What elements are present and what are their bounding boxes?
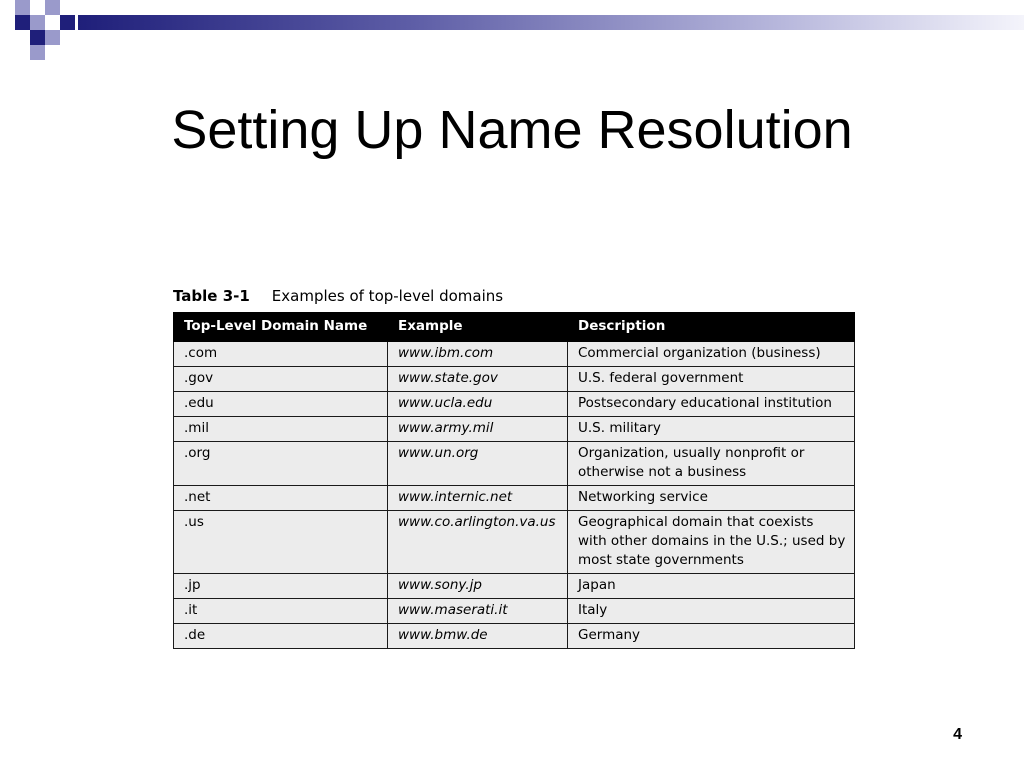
table-row [174, 367, 855, 392]
deco-square [45, 0, 60, 15]
tld-cell: .de [174, 624, 388, 649]
deco-square [30, 45, 45, 60]
column-header-example: Example [388, 313, 568, 342]
tld-cell: .org [174, 442, 388, 486]
deco-square [30, 30, 45, 45]
example-cell: www.internic.net [388, 486, 568, 511]
table-row [174, 486, 855, 511]
example-cell: www.maserati.it [388, 599, 568, 624]
example-cell: www.un.org [388, 442, 568, 486]
header-decoration [0, 0, 1024, 70]
example-cell: www.sony.jp [388, 574, 568, 599]
description-cell: Italy [568, 599, 855, 624]
description-cell: Commercial organization (business) [568, 342, 855, 367]
deco-square [30, 15, 45, 30]
example-cell: www.army.mil [388, 417, 568, 442]
column-header-tld: Top-Level Domain Name [174, 313, 388, 342]
example-cell: www.state.gov [388, 367, 568, 392]
top-level-domains-table [173, 312, 855, 649]
example-cell: www.co.arlington.va.us [388, 511, 568, 574]
deco-square [0, 0, 15, 15]
table-row [174, 392, 855, 417]
tld-cell: .mil [174, 417, 388, 442]
tld-cell: .gov [174, 367, 388, 392]
deco-square [15, 30, 30, 45]
description-cell: Japan [568, 574, 855, 599]
table-caption-text: Examples of top-level domains [271, 287, 504, 305]
deco-square [30, 0, 45, 15]
example-cell: www.ibm.com [388, 342, 568, 367]
tld-cell: .it [174, 599, 388, 624]
tld-cell: .edu [174, 392, 388, 417]
example-cell: www.bmw.de [388, 624, 568, 649]
deco-square [60, 0, 75, 15]
slide-title: Setting Up Name Resolution [171, 100, 853, 160]
column-header-description: Description [568, 313, 855, 342]
example-cell: www.ucla.edu [388, 392, 568, 417]
tld-cell: .jp [174, 574, 388, 599]
deco-square [45, 30, 60, 45]
deco-square [60, 15, 75, 30]
table-caption [173, 286, 503, 306]
table-header-row [174, 313, 855, 342]
page-number: 4 [953, 726, 962, 743]
table-row [174, 624, 855, 649]
table-row [174, 442, 855, 486]
description-cell: Networking service [568, 486, 855, 511]
table-row [174, 574, 855, 599]
table-row [174, 599, 855, 624]
table-caption-number: Table 3-1 [173, 287, 250, 305]
description-cell: U.S. military [568, 417, 855, 442]
deco-square [15, 15, 30, 30]
description-cell: U.S. federal government [568, 367, 855, 392]
deco-square [45, 15, 60, 30]
table-row [174, 511, 855, 574]
description-cell: Germany [568, 624, 855, 649]
description-cell: Organization, usually nonprofit or otherwise not a business [568, 442, 855, 486]
header-gradient-bar [78, 15, 1024, 30]
table-row [174, 342, 855, 367]
tld-cell: .us [174, 511, 388, 574]
tld-cell: .net [174, 486, 388, 511]
description-cell: Geographical domain that coexists with other domains in the U.S.; used by most state governments [568, 511, 855, 574]
description-cell: Postsecondary educational institution [568, 392, 855, 417]
deco-square [15, 0, 30, 15]
tld-cell: .com [174, 342, 388, 367]
table-row [174, 417, 855, 442]
